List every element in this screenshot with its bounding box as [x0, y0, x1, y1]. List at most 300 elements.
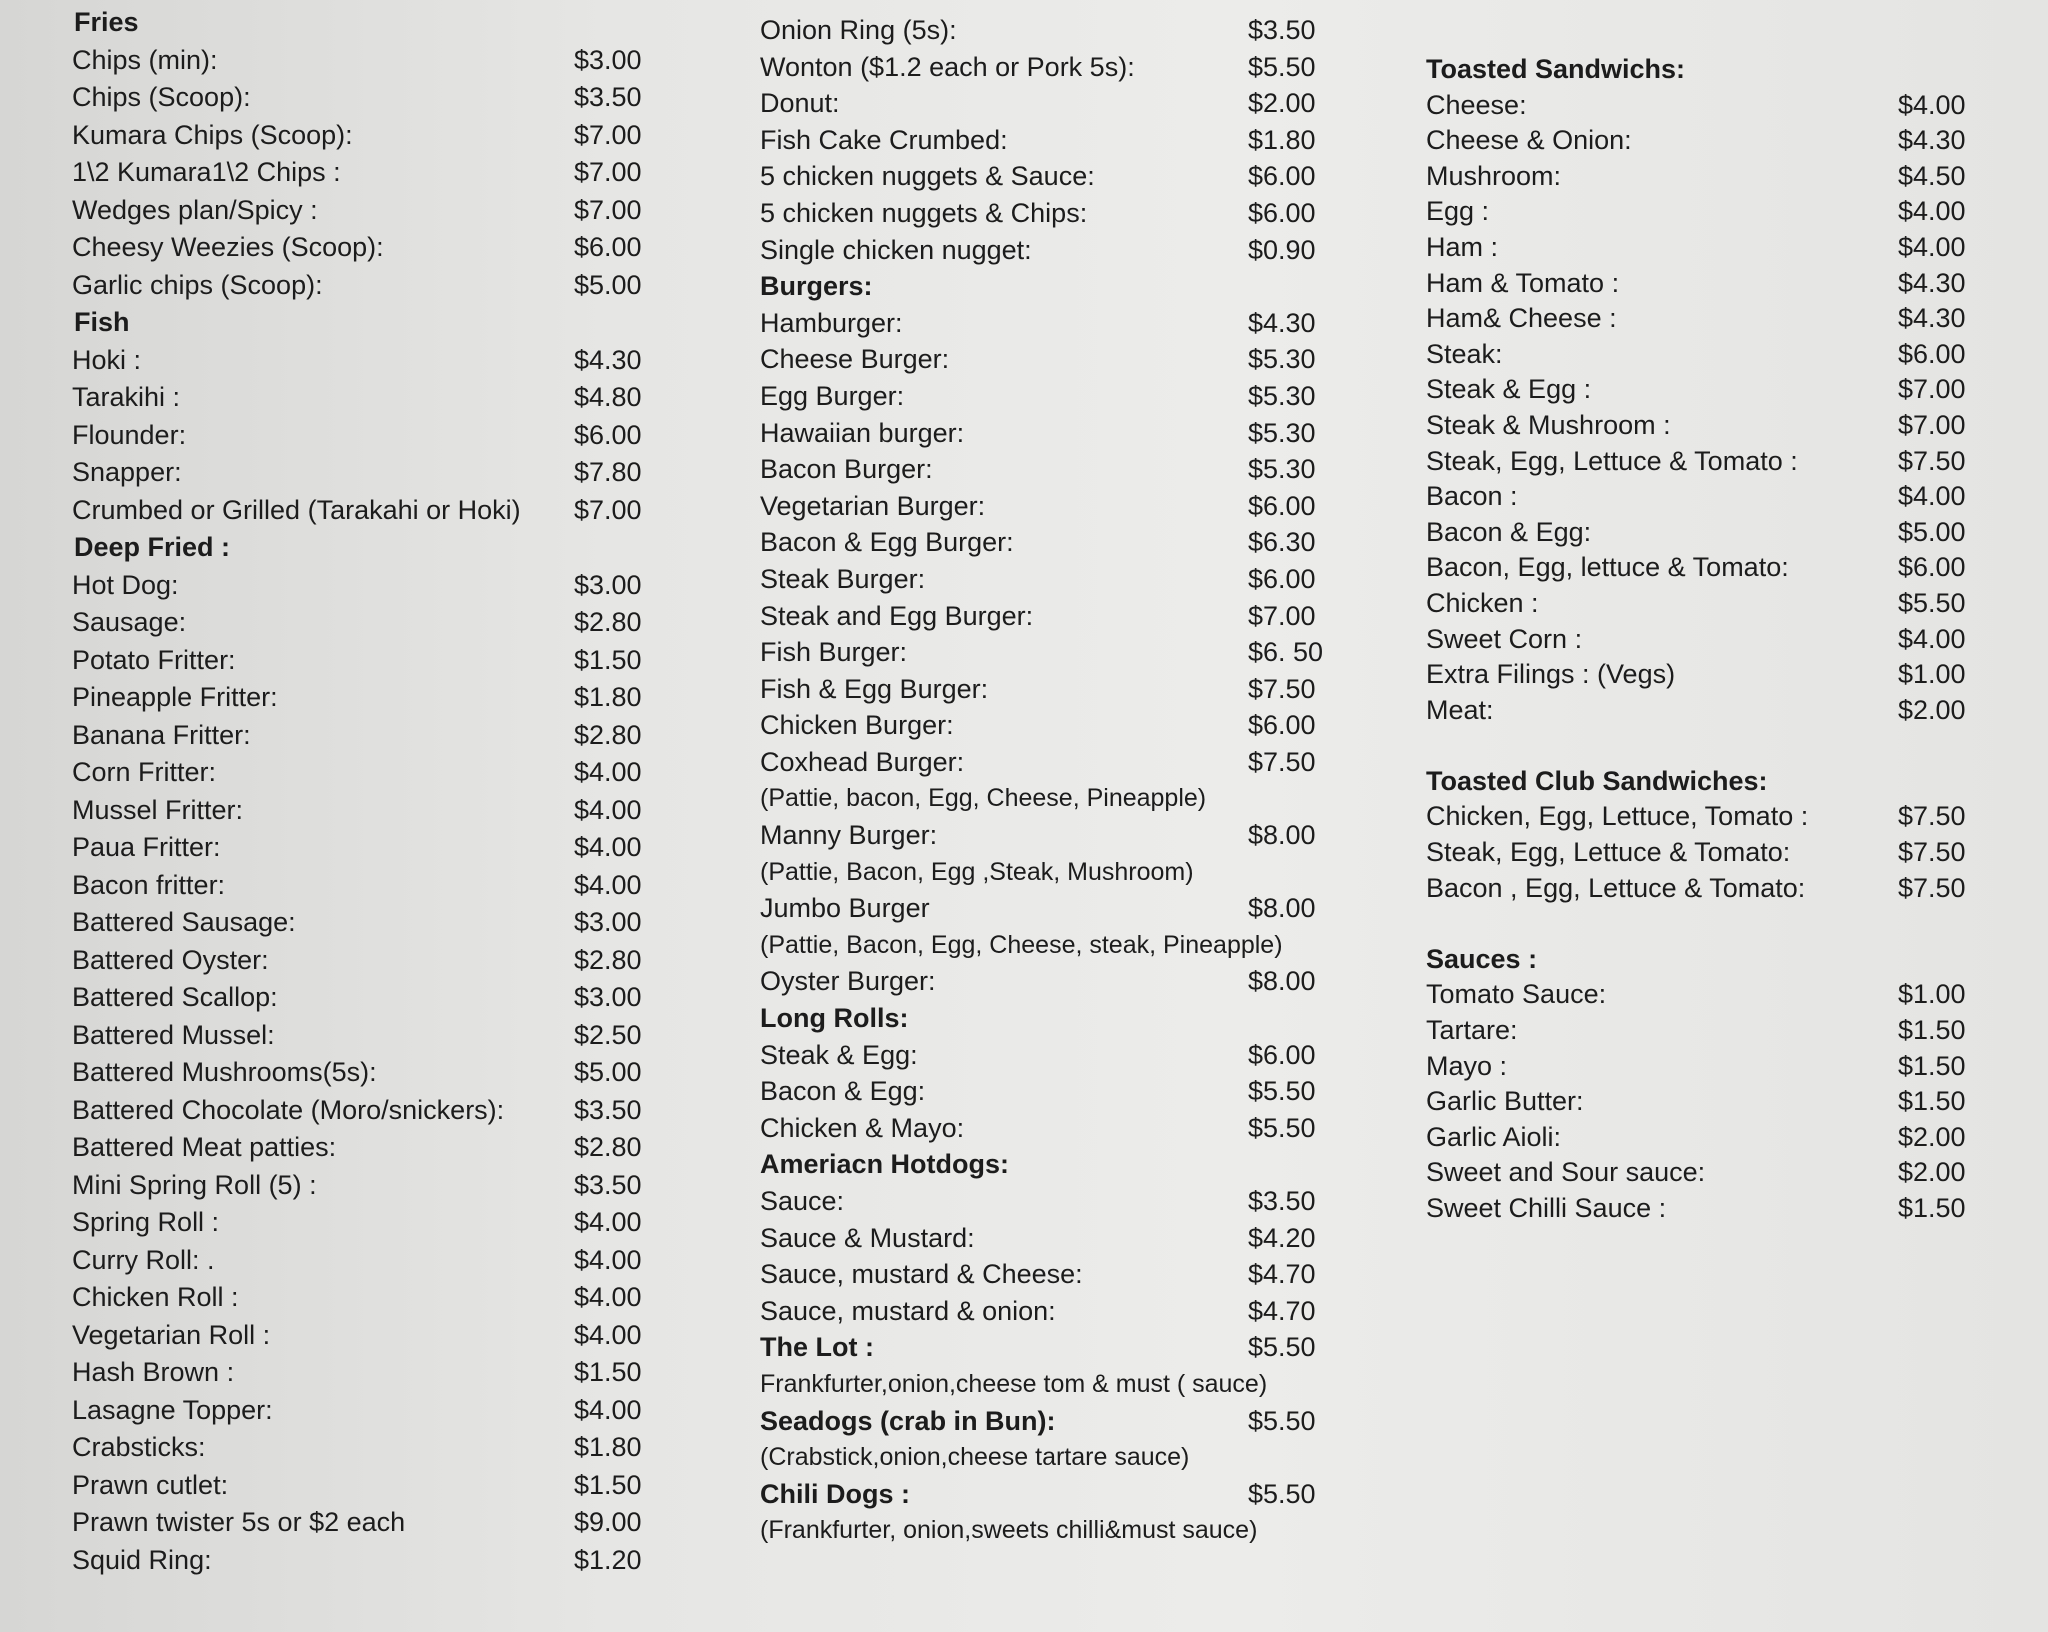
menu-item: [50, 1129, 670, 1167]
item-price: $5.50: [1248, 1076, 1316, 1107]
item-name: Bacon & Egg:: [760, 1076, 926, 1107]
menu-item: [50, 229, 670, 267]
item-price: $3.50: [1248, 15, 1316, 45]
item-name: Ham& Cheese :: [1426, 303, 1617, 334]
item-name: Steak:: [1426, 338, 1503, 369]
item-name: Garlic chips (Scoop):: [72, 269, 323, 300]
item-price: $5.30: [1248, 454, 1316, 485]
item-price: $1.00: [1898, 659, 1966, 690]
item-name: Wedges plan/Spicy :: [72, 194, 318, 225]
menu-item: [50, 1167, 670, 1205]
menu-item: [50, 1317, 670, 1355]
item-name: Paua Fritter:: [72, 832, 221, 862]
item-price: $2.50: [574, 1019, 642, 1050]
item-name: Battered Sausage:: [72, 907, 296, 937]
menu-item: [50, 1017, 670, 1055]
item-price: $1.20: [574, 1544, 642, 1575]
menu-item: [50, 342, 670, 380]
menu-item: [1420, 1191, 2020, 1227]
item-price: $1.80: [574, 682, 642, 712]
item-name: (Crabstick,onion,cheese tartare sauce): [760, 1443, 1190, 1472]
item-name: Bacon & Egg Burger:: [760, 527, 1014, 558]
item-price: $5.30: [1248, 380, 1316, 411]
section-heading: [50, 304, 670, 342]
menu-item: [758, 415, 1343, 452]
spacer: [1420, 906, 2020, 942]
item-name: Frankfurter,onion,cheese tom & must ( sauce): [760, 1369, 1268, 1398]
menu-item: [50, 154, 670, 192]
menu-item: [1420, 622, 2020, 658]
item-price: $7.50: [1898, 872, 1966, 903]
item-name: Vegetarian Roll :: [72, 1319, 271, 1350]
item-name: Kumara Chips (Scoop):: [72, 119, 353, 150]
item-name: Chicken, Egg, Lettuce, Tomato :: [1426, 801, 1809, 832]
menu-item: [1420, 515, 2020, 551]
menu-item: [758, 1476, 1343, 1513]
item-price: $7.50: [1898, 837, 1966, 868]
item-name: Chicken :: [1426, 587, 1539, 618]
item-price: $7.00: [1898, 409, 1966, 440]
item-price: $5.50: [1898, 587, 1966, 618]
item-name: Garlic Aioli:: [1426, 1121, 1562, 1152]
item-price: $6.00: [1898, 552, 1966, 583]
menu-item: [1420, 693, 2020, 729]
item-description: [758, 1512, 1343, 1549]
section-heading: [758, 268, 1343, 305]
item-price: $9.00: [574, 1507, 642, 1537]
menu-item: [50, 1279, 670, 1317]
item-name: Chips (min):: [72, 44, 218, 75]
menu-item: [50, 867, 670, 905]
item-price: $4.30: [1898, 125, 1966, 156]
item-price: $4.00: [1898, 481, 1966, 512]
item-name: Sweet and Sour sauce:: [1426, 1157, 1706, 1188]
item-price: $4.30: [574, 344, 642, 375]
menu-item: [758, 817, 1343, 854]
menu-item: [1420, 444, 2020, 480]
item-name: Ham :: [1426, 231, 1499, 262]
section-heading: [50, 529, 670, 567]
menu-item: [758, 634, 1343, 671]
menu-item: [758, 1037, 1343, 1074]
item-price: $1.50: [1898, 1050, 1966, 1081]
item-description: [758, 1439, 1343, 1476]
menu-column-2: [758, 12, 1343, 1549]
menu-item: [758, 85, 1343, 122]
menu-item: [50, 1504, 670, 1542]
item-price: $1.50: [1898, 1086, 1966, 1117]
item-price: $3.50: [1248, 1186, 1316, 1216]
menu-item: [50, 1392, 670, 1430]
item-price: $3.50: [574, 82, 642, 112]
item-price: $2.00: [1898, 1157, 1966, 1188]
item-name: Bacon , Egg, Lettuce & Tomato:: [1426, 872, 1806, 903]
menu-item: [50, 79, 670, 117]
item-price: $1.00: [1898, 979, 1966, 1010]
item-price: $7.80: [574, 457, 642, 487]
item-price: $1.80: [1248, 124, 1316, 155]
item-price: $6.30: [1248, 527, 1316, 558]
menu-item: [758, 305, 1343, 342]
menu-item: [50, 1467, 670, 1505]
menu-item: [50, 417, 670, 455]
menu-item: [50, 1542, 670, 1580]
item-price: $2.00: [1248, 88, 1316, 119]
item-price: $2.00: [1898, 1121, 1966, 1152]
menu-item: [758, 671, 1343, 708]
item-name: Bacon Burger:: [760, 454, 933, 485]
menu-item: [50, 1354, 670, 1392]
item-name: Ham & Tomato :: [1426, 267, 1620, 298]
item-name: Flounder:: [72, 419, 187, 450]
item-name: Sauce, mustard & Cheese:: [760, 1259, 1083, 1290]
item-price: $6.00: [1248, 1039, 1316, 1070]
item-name: Steak & Mushroom :: [1426, 409, 1671, 440]
item-name: Curry Roll: .: [72, 1244, 215, 1275]
item-price: $4.00: [1898, 231, 1966, 262]
menu-column-3: [1420, 52, 2020, 1227]
item-name: Squid Ring:: [72, 1544, 212, 1575]
menu-item: [1420, 230, 2020, 266]
menu-item: [758, 341, 1343, 378]
item-price: $6.00: [1248, 490, 1316, 521]
item-price: $4.50: [1898, 160, 1966, 191]
item-name: Vegetarian Burger:: [760, 490, 986, 521]
item-name: Crumbed or Grilled (Tarakahi or Hoki): [72, 494, 521, 525]
item-price: $7.50: [1248, 746, 1316, 777]
item-name: Seadogs (crab in Bun):: [760, 1405, 1056, 1436]
menu-item: [1420, 586, 2020, 622]
section-heading: [1420, 764, 2020, 800]
menu-item: [758, 488, 1343, 525]
item-name: Egg :: [1426, 196, 1490, 227]
menu-item: [1420, 194, 2020, 230]
section-title: Fish: [74, 307, 130, 337]
item-name: Steak, Egg, Lettuce & Tomato :: [1426, 445, 1798, 476]
item-price: $8.00: [1248, 820, 1316, 851]
menu-item: [758, 378, 1343, 415]
menu-item: [1420, 266, 2020, 302]
menu-item: [1420, 123, 2020, 159]
item-price: $6. 50: [1248, 637, 1324, 668]
menu-item: [50, 1242, 670, 1280]
item-name: Coxhead Burger:: [760, 746, 965, 777]
item-name: (Frankfurter, onion,sweets chilli&must sauce): [760, 1516, 1258, 1545]
item-price: $0.90: [1248, 234, 1316, 265]
menu-item: [50, 1054, 670, 1092]
item-name: Chicken Roll :: [72, 1282, 239, 1312]
section-heading: [1420, 942, 2020, 978]
item-name: Extra Filings : (Vegs): [1426, 659, 1676, 690]
menu-item: [758, 524, 1343, 561]
item-price: $3.00: [574, 982, 642, 1012]
section-title: Toasted Club Sandwiches:: [1426, 765, 1768, 796]
item-name: Hot Dog:: [72, 569, 179, 600]
item-name: Steak & Egg :: [1426, 374, 1592, 405]
menu-item: [1420, 301, 2020, 337]
menu-item: [50, 754, 670, 792]
item-name: Prawn twister 5s or $2 each: [72, 1507, 406, 1537]
section-title: Deep Fried :: [74, 532, 231, 562]
item-price: $6.00: [1248, 161, 1316, 192]
item-price: $8.00: [1248, 966, 1316, 997]
menu-item: [1420, 372, 2020, 408]
spacer: [1420, 728, 2020, 764]
item-name: Egg Burger:: [760, 380, 905, 411]
section-heading: [758, 1146, 1343, 1183]
menu-item: [1420, 1049, 2020, 1085]
item-name: Cheese:: [1426, 89, 1527, 120]
item-name: Mayo :: [1426, 1050, 1508, 1081]
item-price: $4.00: [574, 757, 642, 787]
menu-item: [758, 49, 1343, 86]
menu-item: [758, 1073, 1343, 1110]
item-price: $1.80: [574, 1432, 642, 1462]
item-name: Sauce, mustard & onion:: [760, 1295, 1056, 1326]
item-description: [758, 1366, 1343, 1403]
item-name: Bacon & Egg:: [1426, 516, 1592, 547]
item-price: $4.00: [1898, 196, 1966, 227]
item-price: $4.70: [1248, 1295, 1316, 1326]
item-name: Prawn cutlet:: [72, 1469, 229, 1500]
item-name: Battered Meat patties:: [72, 1132, 337, 1162]
item-price: $3.50: [574, 1169, 642, 1200]
item-name: Tarakihi :: [72, 382, 181, 412]
item-name: Chicken & Mayo:: [760, 1112, 965, 1143]
item-price: $6.00: [574, 419, 642, 450]
item-price: $6.00: [1248, 710, 1316, 741]
item-name: (Pattie, bacon, Egg, Cheese, Pineapple): [760, 784, 1207, 813]
item-name: Sausage:: [72, 607, 187, 637]
menu-item: [758, 1403, 1343, 1440]
item-price: $5.50: [1248, 1405, 1316, 1436]
item-name: (Pattie, Bacon, Egg, Cheese, steak, Pineapple): [760, 930, 1283, 959]
item-price: $7.00: [574, 157, 642, 187]
menu-item: [758, 1293, 1343, 1330]
item-price: $7.00: [1248, 600, 1316, 631]
menu-item: [50, 642, 670, 680]
section-heading: [758, 1000, 1343, 1037]
item-name: Battered Scallop:: [72, 982, 278, 1012]
item-name: Sauce:: [760, 1186, 845, 1216]
item-name: Mussel Fritter:: [72, 794, 244, 825]
item-name: Bacon fritter:: [72, 869, 226, 900]
item-name: Battered Mussel:: [72, 1019, 275, 1050]
item-name: Manny Burger:: [760, 820, 938, 851]
menu-item: [758, 707, 1343, 744]
menu-item: [1420, 1013, 2020, 1049]
item-name: Cheese Burger:: [760, 344, 950, 375]
item-price: $7.50: [1248, 673, 1316, 704]
item-price: $4.00: [1898, 89, 1966, 120]
item-name: Jumbo Burger: [760, 893, 930, 924]
item-price: $3.00: [574, 44, 642, 75]
item-price: $1.50: [574, 1469, 642, 1500]
menu-item: [758, 1183, 1343, 1220]
item-price: $5.00: [574, 269, 642, 300]
item-price: $4.00: [574, 794, 642, 825]
item-price: $4.30: [1898, 267, 1966, 298]
item-name: Battered Chocolate (Moro/snickers):: [72, 1094, 505, 1125]
item-name: Cheesy Weezies (Scoop):: [72, 232, 384, 262]
item-price: $5.30: [1248, 344, 1316, 375]
item-price: $4.00: [574, 832, 642, 862]
menu-item: [1420, 1084, 2020, 1120]
item-price: $5.50: [1248, 1332, 1316, 1363]
item-price: $7.50: [1898, 445, 1966, 476]
item-name: Single chicken nugget:: [760, 234, 1032, 265]
item-name: Mushroom:: [1426, 160, 1562, 191]
item-price: $5.00: [574, 1057, 642, 1087]
item-price: $1.50: [1898, 1193, 1966, 1223]
item-price: $2.80: [574, 944, 642, 975]
menu-item: [50, 904, 670, 942]
item-price: $4.00: [574, 1207, 642, 1237]
item-name: Cheese & Onion:: [1426, 125, 1632, 156]
item-name: Lasagne Topper:: [72, 1394, 273, 1425]
menu-item: [758, 963, 1343, 1000]
menu-item: [50, 1204, 670, 1242]
item-price: $7.00: [574, 194, 642, 225]
item-price: $7.00: [574, 119, 642, 150]
item-name: 5 chicken nuggets & Chips:: [760, 197, 1088, 228]
item-price: $8.00: [1248, 893, 1316, 924]
menu-item: [50, 567, 670, 605]
menu-item: [1420, 88, 2020, 124]
item-price: $6.00: [574, 232, 642, 262]
item-price: $7.50: [1898, 801, 1966, 832]
section-heading: [50, 4, 670, 42]
menu-item: [1420, 977, 2020, 1013]
menu-item: [50, 717, 670, 755]
item-name: Tartare:: [1426, 1015, 1518, 1046]
item-name: Spring Roll :: [72, 1207, 220, 1237]
item-name: Bacon :: [1426, 481, 1518, 512]
item-description: [758, 927, 1343, 964]
section-title: Burgers:: [760, 271, 873, 302]
item-name: Mini Spring Roll (5) :: [72, 1169, 317, 1200]
menu-item: [50, 1429, 670, 1467]
item-name: Garlic Butter:: [1426, 1086, 1584, 1117]
item-name: Hoki :: [72, 344, 142, 375]
item-name: Banana Fritter:: [72, 719, 251, 750]
item-name: Hawaiian burger:: [760, 417, 965, 448]
menu-item: [50, 267, 670, 305]
item-price: $5.30: [1248, 417, 1316, 448]
menu-item: [50, 454, 670, 492]
menu-item: [50, 979, 670, 1017]
menu-item: [50, 1092, 670, 1130]
item-name: (Pattie, Bacon, Egg ,Steak, Mushroom): [760, 857, 1194, 886]
item-name: Hash Brown :: [72, 1357, 235, 1387]
item-name: Fish Cake Crumbed:: [760, 124, 1008, 155]
item-name: 5 chicken nuggets & Sauce:: [760, 161, 1095, 192]
item-price: $4.70: [1248, 1259, 1316, 1290]
item-name: 1\2 Kumara1\2 Chips :: [72, 157, 341, 187]
item-name: Chips (Scoop):: [72, 82, 251, 112]
item-name: Steak Burger:: [760, 563, 926, 594]
item-description: [758, 780, 1343, 817]
menu-item: [50, 379, 670, 417]
menu-item: [1420, 871, 2020, 907]
menu-item: [758, 744, 1343, 781]
menu-item: [758, 561, 1343, 598]
item-price: $4.00: [574, 1319, 642, 1350]
item-price: $4.00: [574, 1282, 642, 1312]
item-name: The Lot :: [760, 1332, 874, 1363]
item-price: $5.50: [1248, 1478, 1316, 1509]
section-title: Toasted Sandwichs:: [1426, 54, 1686, 84]
menu-item: [50, 604, 670, 642]
item-price: $2.00: [1898, 694, 1966, 725]
item-name: Fish & Egg Burger:: [760, 673, 989, 704]
item-price: $4.30: [1248, 307, 1316, 338]
item-name: Fish Burger:: [760, 637, 908, 668]
item-price: $7.00: [574, 494, 642, 525]
item-name: Battered Mushrooms(5s):: [72, 1057, 377, 1087]
item-price: $6.00: [1898, 338, 1966, 369]
item-price: $2.80: [574, 607, 642, 637]
menu-item: [1420, 657, 2020, 693]
item-price: $3.50: [574, 1094, 642, 1125]
item-price: $3.00: [574, 569, 642, 600]
item-name: Meat:: [1426, 694, 1494, 725]
item-price: $5.50: [1248, 51, 1316, 82]
menu-item: [758, 1329, 1343, 1366]
item-name: Donut:: [760, 88, 840, 119]
menu-item: [758, 1220, 1343, 1257]
menu-item: [50, 492, 670, 530]
item-name: Sauce & Mustard:: [760, 1222, 975, 1253]
menu-item: [1420, 408, 2020, 444]
menu-item: [50, 192, 670, 230]
item-name: Sweet Chilli Sauce :: [1426, 1193, 1667, 1223]
menu-item: [758, 598, 1343, 635]
item-price: $2.80: [574, 719, 642, 750]
menu-item: [758, 12, 1343, 49]
item-price: $1.50: [1898, 1015, 1966, 1046]
item-name: Oyster Burger:: [760, 966, 936, 997]
item-price: $4.00: [574, 869, 642, 900]
menu-item: [1420, 479, 2020, 515]
item-name: Tomato Sauce:: [1426, 979, 1607, 1010]
item-price: $1.50: [574, 1357, 642, 1387]
item-price: $5.50: [1248, 1112, 1316, 1143]
item-price: $1.50: [574, 644, 642, 675]
item-name: Chili Dogs :: [760, 1478, 910, 1509]
menu-item: [1420, 550, 2020, 586]
menu-item: [758, 1110, 1343, 1147]
item-name: Snapper:: [72, 457, 182, 487]
item-name: Steak and Egg Burger:: [760, 600, 1034, 631]
menu-item: [50, 42, 670, 80]
section-heading: [1420, 52, 2020, 88]
menu-item: [758, 890, 1343, 927]
menu-item: [50, 679, 670, 717]
item-price: $5.00: [1898, 516, 1966, 547]
item-price: $2.80: [574, 1132, 642, 1162]
menu-item: [50, 829, 670, 867]
item-price: $7.00: [1898, 374, 1966, 405]
menu-item: [758, 1256, 1343, 1293]
item-description: [758, 854, 1343, 891]
menu-item: [50, 117, 670, 155]
item-name: Pineapple Fritter:: [72, 682, 278, 712]
menu-item: [758, 122, 1343, 159]
menu-item: [1420, 835, 2020, 871]
section-title: Fries: [74, 7, 139, 37]
menu-item: [758, 158, 1343, 195]
